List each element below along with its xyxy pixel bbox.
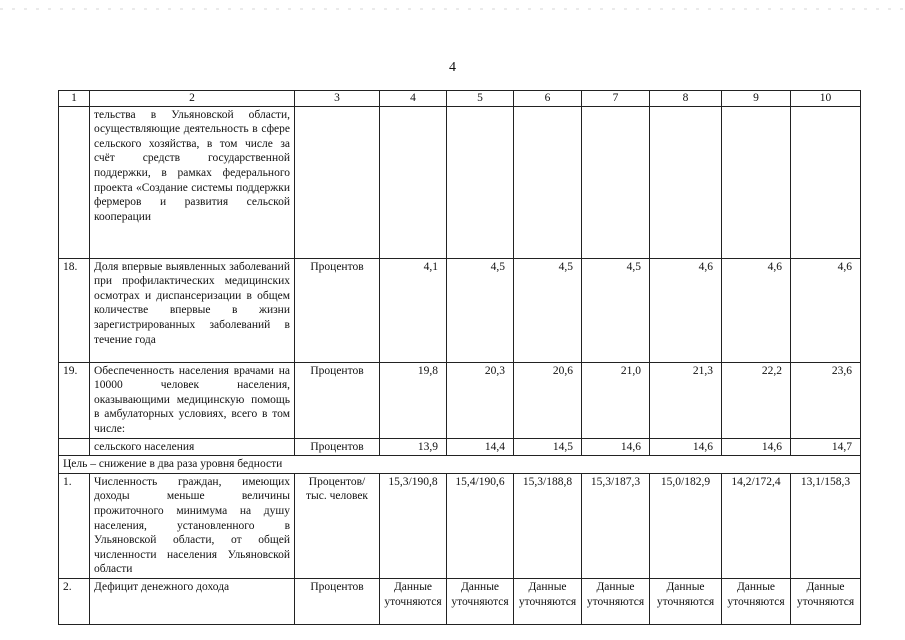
value-cell: 4,1 [380,258,447,362]
value-cell: 15,4/190,6 [447,473,514,578]
page-number: 4 [449,60,456,75]
value-cell: 15,3/188,8 [514,473,582,578]
table-row [59,106,861,258]
indicator-name: сельского населения [90,438,295,456]
value-cell [582,106,650,258]
col-header: 2 [90,91,295,107]
value-cell: 15,0/182,9 [650,473,722,578]
value-cell: 4,5 [514,258,582,362]
col-header: 6 [514,91,582,107]
col-header: 9 [722,91,791,107]
col-header: 10 [791,91,861,107]
col-header: 3 [295,91,380,107]
section-title: Цель – снижение в два раза уровня бедности [59,456,861,474]
value-cell: 4,6 [791,258,861,362]
indicators-table [58,90,861,625]
value-cell: 14,7 [791,438,861,456]
value-cell: 22,2 [722,362,791,438]
value-cell: 14,6 [650,438,722,456]
table-row [59,362,861,438]
table-row [59,438,861,456]
value-cell: 13,9 [380,438,447,456]
value-cell: 4,6 [722,258,791,362]
col-header: 1 [59,91,90,107]
column-number-row [59,91,861,107]
value-cell: 14,2/172,4 [722,473,791,578]
unit: Процентов [295,438,380,456]
table-row [59,473,861,578]
col-header: 7 [582,91,650,107]
value-cell: Данные уточняются [514,578,582,624]
value-cell: Данные уточняются [722,578,791,624]
row-number [59,106,90,258]
value-cell: 23,6 [791,362,861,438]
indicator-name: Дефицит денежного дохода [90,578,295,624]
row-number: 2. [59,578,90,624]
value-cell: 4,6 [650,258,722,362]
value-cell: 21,3 [650,362,722,438]
value-cell: Данные уточняются [582,578,650,624]
value-cell: 13,1/158,3 [791,473,861,578]
unit: Процентов [295,258,380,362]
section-row [59,456,861,474]
value-cell [380,106,447,258]
unit [295,106,380,258]
table-row [59,258,861,362]
row-number: 19. [59,362,90,438]
value-cell: Данные уточняются [650,578,722,624]
indicator-name: Численность граждан, имеющих доходы меньше величины прожиточного минимума на душу населения, установленного в Ульяновской области, от общей численности населения Ульяновской области [90,473,295,578]
value-cell: 20,3 [447,362,514,438]
row-number: 1. [59,473,90,578]
value-cell: 20,6 [514,362,582,438]
table-row [59,578,861,624]
value-cell [514,106,582,258]
value-cell [650,106,722,258]
value-cell: 4,5 [582,258,650,362]
value-cell: 4,5 [447,258,514,362]
scan-artifact [0,8,905,10]
value-cell [447,106,514,258]
value-cell: Данные уточняются [791,578,861,624]
unit: Процентов/ тыс. человек [295,473,380,578]
value-cell: 14,5 [514,438,582,456]
value-cell: Данные уточняются [380,578,447,624]
indicator-name: тельства в Ульяновской области, осуществляющие деятельность в сфере сельского хозяйства, в том числе за счёт средств государственной поддержки, в рамках федерального проекта «Создание системы поддержки фермеров и развития сельской кооперации [90,106,295,258]
row-number [59,438,90,456]
value-cell [722,106,791,258]
value-cell: 19,8 [380,362,447,438]
value-cell: 15,3/187,3 [582,473,650,578]
indicator-name: Доля впервые выявленных заболеваний при профилактических медицинских осмотрах и диспансеризации в общем количестве впервые в жизни зарегистрированных заболеваний в течение года [90,258,295,362]
value-cell: 15,3/190,8 [380,473,447,578]
value-cell [791,106,861,258]
unit: Процентов [295,362,380,438]
value-cell: 14,6 [582,438,650,456]
col-header: 8 [650,91,722,107]
indicator-name: Обеспеченность населения врачами на 10000 человек населения, оказывающими медицинскую помощь в амбулаторных условиях, всего в том числе: [90,362,295,438]
row-number: 18. [59,258,90,362]
value-cell: Данные уточняются [447,578,514,624]
col-header: 5 [447,91,514,107]
col-header: 4 [380,91,447,107]
value-cell: 14,6 [722,438,791,456]
value-cell: 21,0 [582,362,650,438]
value-cell: 14,4 [447,438,514,456]
unit: Процентов [295,578,380,624]
